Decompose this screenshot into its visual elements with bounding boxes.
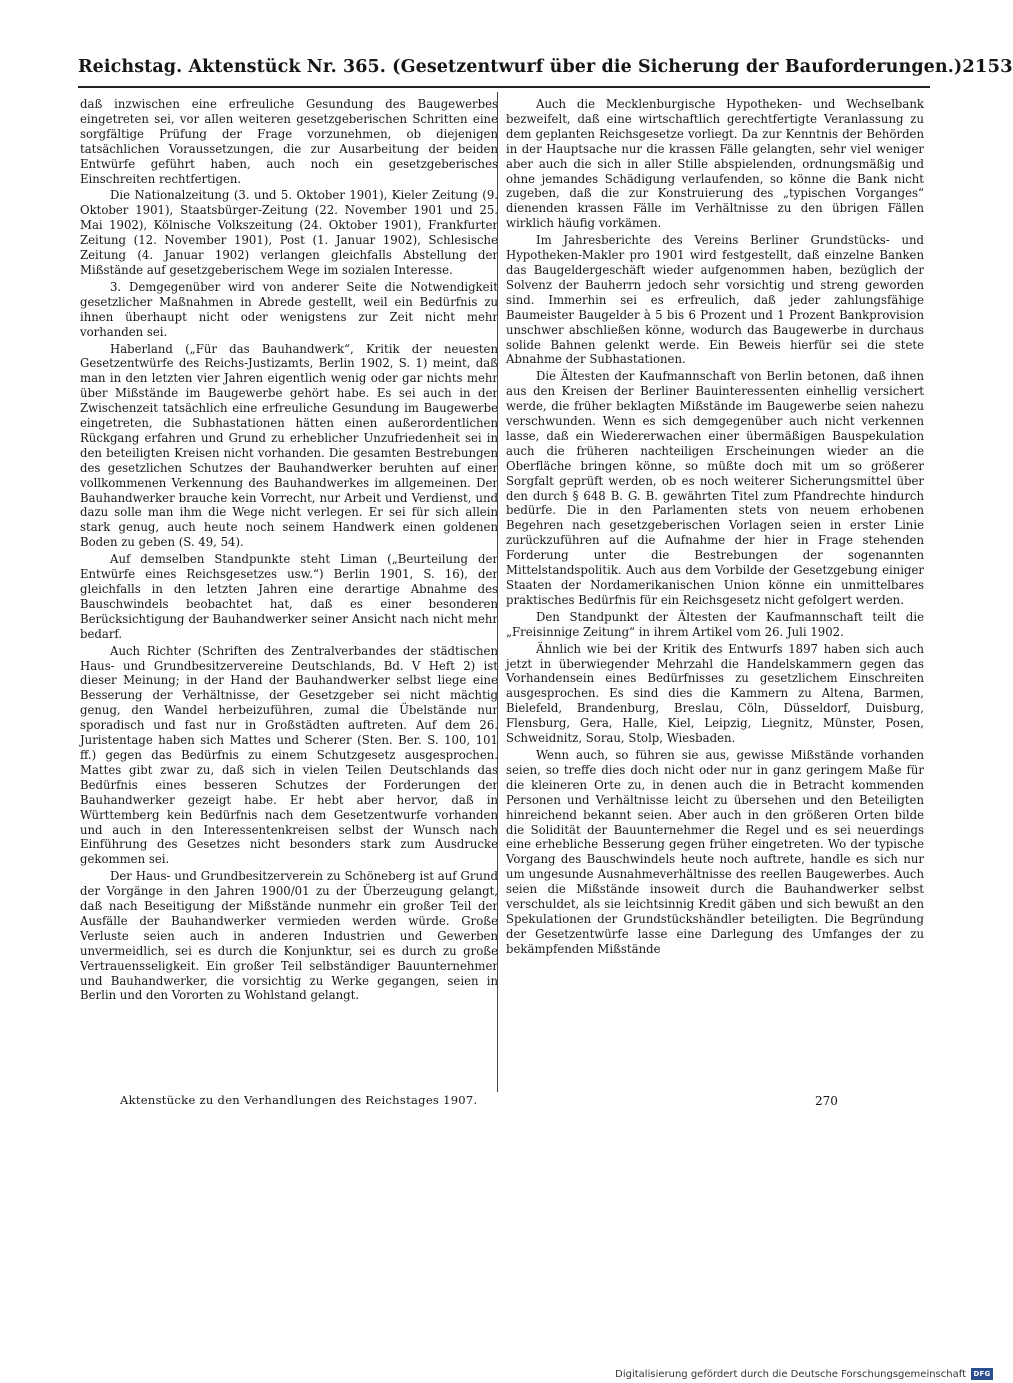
paragraph: Wenn auch, so führen sie aus, gewisse Mißstände vorhanden seien, so treffe dies doch nicht oder nur in ganz geringem Maße für die kleineren Orte zu, in denen auch die in Betracht kommenden Personen und Verhältnisse leicht zu übersehen und den Beteiligten hinreichend bekannt seien. Aber auch in den größeren Orten bilde die Solidität der Bauunternehmer die Regel und es sei neuerdings eine erhebliche Besserung gegen früher eingetreten. Wo der typische Vorgang des Bauschwindels heute noch auftrete, handle es sich nur um ungesunde Ausnahmeverhältnisse des reellen Baugewerbes. Auch seien die Mißstände insoweit durch die Bauhandwerker selbst verschuldet, als sie leichtsinnig Kredit gäben und sich bewußt an den Spekulationen der Grundstückshändler beteiligten. Die Begründung der Gesetzentwürfe lasse eine Darlegung des Umfanges der zu bekämpfenden Mißstände [506, 747, 924, 956]
paragraph: Den Standpunkt der Ältesten der Kaufmannschaft teilt die „Freisinnige Zeitung“ in ihrem Artikel vom 26. Juli 1902. [506, 609, 924, 639]
footer-sheet-number: 270 [815, 1094, 838, 1108]
column-divider [497, 92, 498, 1092]
page-number: 2153 [962, 56, 1013, 77]
digitization-credit [608, 1367, 993, 1381]
paragraph: Haberland („Für das Bauhandwerk“, Kritik der neuesten Gesetzentwürfe des Reichs-Justizamts, Berlin 1902, S. 1) meint, daß man in den letzten vier Jahren eigentlich wenig oder gar nichts mehr über Mißstände im Baugewerbe gehört habe. Es sei auch in der Zwischenzeit tatsächlich eine erfreuliche Gesundung im Baugewerbe eingetreten, die Subhastationen hätten einen außerordentlichen Rückgang erfahren und Grund zu erheblicher Unzufriedenheit sei in den beteiligten Kreisen nicht vorhanden. Die gesamten Bestrebungen des gesetzlichen Schutzes der Bauhandwerker beruhten auf einer vollkommenen Verkennung des Bauhandwerkes im allgemeinen. Der Bauhandwerker brauche kein Vorrecht, nur Arbeit und Verdienst, und dazu solle man ihm die Wege nicht verlegen. Er sei für sich allein stark genug, auch heute noch seinem Handwerk einen goldenen Boden zu geben (S. 49, 54). [80, 341, 498, 550]
paragraph: Die Ältesten der Kaufmannschaft von Berlin betonen, daß ihnen aus den Kreisen der Berliner Bauinteressenten einhellig versichert werde, die früher beklagten Mißstände im Baugewerbe seien nahezu verschwunden. Wenn es sich demgegenüber auch nicht verkennen lasse, daß ein Wiedererwachen einer übermäßigen Bauspekulation auch die früheren nachteiligen Erscheinungen wieder an die Oberfläche bringen könne, so müßte doch mit um so größerer Sorgfalt geprüft werden, ob es noch weiterer Sicherungsmittel über den durch § 648 B. G. B. gewährten Titel zum Pfandrechte hindurch bedürfe. Die in den Parlamenten stets von neuem erhobenen Begehren nach gesetzgeberischen Vorlagen seien in erster Linie zurückzuführen auf die Aufnahme der hier in Frage stehenden Forderung unter die Bestrebungen der sogenannten Mittelstandspolitik. Auch aus dem Vorbilde der Gesetzgebung einiger Staaten der Nordamerikanischen Union könne ein unmittelbares praktisches Bedürfnis für ein Reichsgesetz nicht gefolgert werden. [506, 369, 924, 607]
paragraph: Ähnlich wie bei der Kritik des Entwurfs 1897 haben sich auch jetzt in überwiegender Mehrzahl die Handelskammern gegen das Vorhandensein eines Bedürfnisses zu gesetzlichem Einschreiten ausgesprochen. Es sind dies die Kammern zu Altena, Barmen, Bielefeld, Brandenburg, Breslau, Cöln, Düsseldorf, Duisburg, Flensburg, Gera, Halle, Kiel, Leipzig, Liegnitz, Münster, Posen, Schweidnitz, Sorau, Stolp, Wiesbaden. [506, 641, 924, 746]
header-rule [78, 86, 930, 88]
running-header [78, 56, 1013, 86]
dfg-logo-icon: DFG [971, 1368, 993, 1380]
paragraph: Auf demselben Standpunkte steht Liman („Beurteilung der Entwürfe eines Reichsgesetzes usw.“) Berlin 1901, S. 16), der gleichfalls in den letzten Jahren eine derartige Abnahme des Bauschwindels beobachtet hat, daß es einer besonderen Berücksichtigung der Bauhandwerker seiner Ansicht nach nicht mehr bedarf. [80, 552, 498, 641]
paragraph: Im Jahresberichte des Vereins Berliner Grundstücks- und Hypotheken-Makler pro 1901 wird festgestellt, daß einzelne Banken das Baugeldergeschäft wieder aufgenommen haben, bezüglich der Solvenz der Bauherrn jedoch sehr vorsichtig und streng geworden sind. Immerhin sei es erfreulich, daß jeder zahlungsfähige Baumeister Baugelder à 5 bis 6 Prozent und 1 Prozent Bankprovision unschwer abschließen könne, wodurch das Baugewerbe in durchaus solide Bahnen gelenkt werde. Ein Beweis hierfür sei die stete Abnahme der Subhastationen. [506, 233, 924, 367]
paragraph: Auch Richter (Schriften des Zentralverbandes der städtischen Haus- und Grundbesitzervereine Deutschlands, Bd. V Heft 2) ist dieser Meinung; in der Hand der Bauhandwerker selbst liege eine Besserung der Verhältnisse, der Gesetzgeber sei nicht mächtig genug, den Wandel herbeizuführen, zumal die Übelstände nur sporadisch und fast nur in Großstädten auftreten. Auf dem 26. Juristentage haben sich Mattes und Scherer (Sten. Ber. S. 100, 101 ff.) gegen das Bedürfnis zu einem Schutzgesetz ausgesprochen. Mattes gibt zwar zu, daß sich in vielen Teilen Deutschlands das Bedürfnis eines besseren Schutzes der Forderungen der Bauhandwerker gezeigt habe. Er hebt aber hervor, daß in Württemberg kein Bedürfnis nach dem Gesetzentwurfe vorhanden und auch in den Interessentenkreisen selbst der Wunsch nach Einführung des Gesetzes nicht besonders stark zum Ausdrucke gekommen sei. [80, 643, 498, 867]
footer-source: Aktenstücke zu den Verhandlungen des Reichstages 1907. [120, 1093, 478, 1107]
right-column [506, 97, 924, 1087]
paragraph: daß inzwischen eine erfreuliche Gesundung des Baugewerbes eingetreten sei, vor allen weiteren gesetzgeberischen Schritten eine sorgfältige Prüfung der Frage vorzunehmen, ob diejenigen tatsächlichen Voraussetzungen, die zur Ausarbeitung der beiden Entwürfe geführt haben, auch noch ein gesetzgeberisches Einschreiten rechtfertigen. [80, 97, 498, 186]
paragraph: Auch die Mecklenburgische Hypotheken- und Wechselbank bezweifelt, daß eine wirtschaftlich gerechtfertigte Veranlassung zu dem geplanten Reichsgesetze vorliegt. Da zur Kenntnis der Behörden in der Hauptsache nur die krassen Fälle gelangten, sehr viel weniger aber auch die sich in aller Stille abspielenden, ordnungsmäßig und ohne jemandes Schädigung verlaufenden, so könne die Bank nicht zugeben, daß die zur Konstruierung des „typischen Vorganges“ dienenden krassen Fälle im Verhältnisse zu den übrigen Fällen wirklich häufig vorkämen. [506, 97, 924, 231]
credit-text: Digitalisierung gefördert durch die Deutsche Forschungsgemeinschaft [615, 1368, 966, 1380]
header-title: Reichstag. Aktenstück Nr. 365. (Gesetzentwurf über die Sicherung der Bauforderungen.) [78, 57, 963, 77]
paragraph: Die Nationalzeitung (3. und 5. Oktober 1901), Kieler Zeitung (9. Oktober 1901), Staatsbürger-Zeitung (22. November 1901 und 25. Mai 1902), Kölnische Volkszeitung (24. Oktober 1901), Frankfurter Zeitung (12. November 1901), Post (1. Januar 1902), Schlesische Zeitung (4. Januar 1902) verlangen gleichfalls Abstellung der Mißstände auf gesetzgeberischem Wege im sozialen Interesse. [80, 188, 498, 277]
paragraph: 3. Demgegenüber wird von anderer Seite die Notwendigkeit gesetzlicher Maßnahmen in Abrede gestellt, weil ein Bedürfnis zu ihnen überhaupt nicht oder wenigstens zur Zeit nicht mehr vorhanden sei. [80, 279, 498, 339]
left-column [80, 97, 498, 1087]
paragraph: Der Haus- und Grundbesitzerverein zu Schöneberg ist auf Grund der Vorgänge in den Jahren 1900/01 zu der Überzeugung gelangt, daß nach Beseitigung der Mißstände nunmehr ein großer Teil der Ausfälle der Bauhandwerker vermieden werden würde. Große Verluste seien auch in anderen Industrien und Gewerben unvermeidlich, sei es durch die Konjunktur, sei es durch zu große Vertrauensseligkeit. Ein großer Teil selbständiger Bauunternehmer und Bauhandwerker, die vorsichtig zu Werke gegangen, seien in Berlin und den Vororten zu Wohlstand gelangt. [80, 869, 498, 1003]
